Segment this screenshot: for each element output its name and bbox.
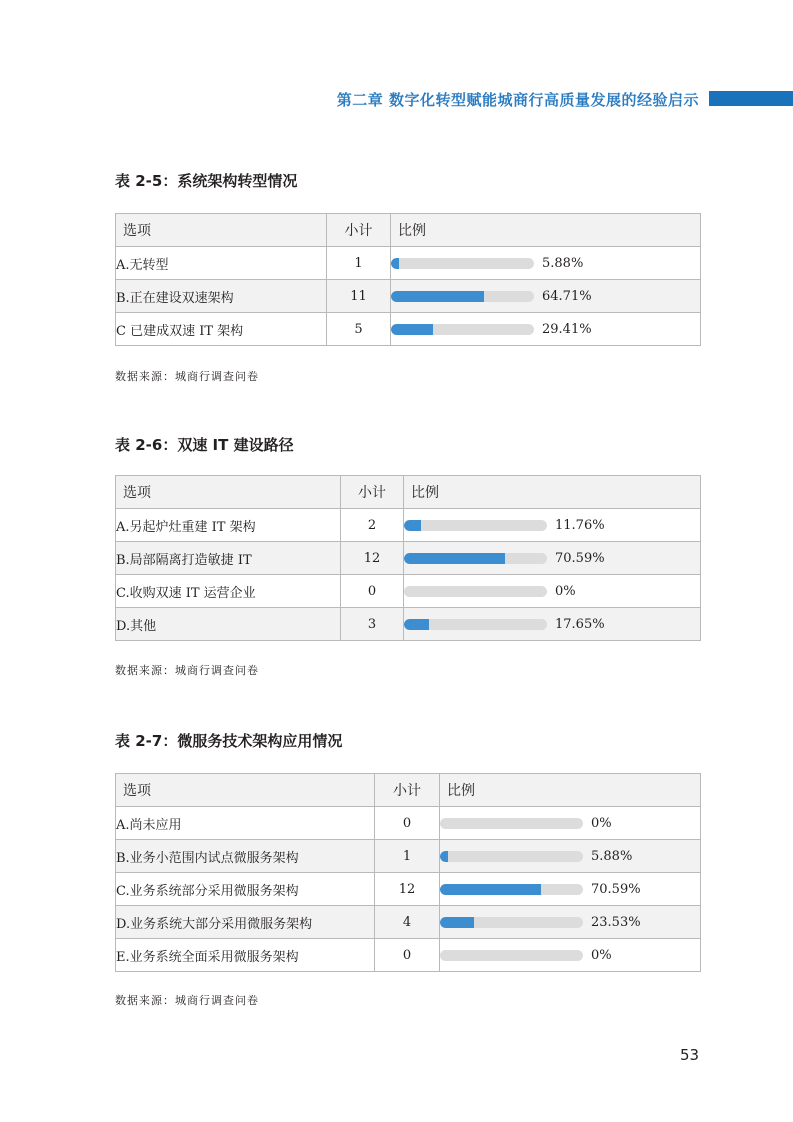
option-cell: C.业务系统部分采用微服务架构 bbox=[116, 873, 375, 906]
table-row bbox=[116, 807, 701, 840]
progress-bar-fill bbox=[440, 884, 541, 895]
column-header-option: 选项 bbox=[116, 476, 341, 509]
survey-table bbox=[115, 773, 701, 972]
table-title: 表 2-6：双速 IT 建设路径 bbox=[115, 436, 294, 454]
chapter-header-title: 第二章 数字化转型赋能城商行高质量发展的经验启示 bbox=[336, 91, 699, 109]
table-header-row bbox=[116, 214, 701, 247]
count-cell: 2 bbox=[341, 509, 404, 542]
percentage-label: 29.41% bbox=[542, 321, 592, 337]
percentage-label: 0% bbox=[591, 815, 612, 831]
ratio-cell bbox=[440, 939, 701, 972]
ratio-cell bbox=[404, 509, 701, 542]
progress-bar-track bbox=[391, 324, 534, 335]
survey-table bbox=[115, 213, 701, 346]
column-header-count: 小计 bbox=[375, 774, 440, 807]
option-cell: D.其他 bbox=[116, 608, 341, 641]
ratio-cell bbox=[391, 313, 701, 346]
option-cell: C 已建成双速 IT 架构 bbox=[116, 313, 327, 346]
progress-bar-track bbox=[404, 553, 547, 564]
table-row bbox=[116, 313, 701, 346]
percentage-label: 17.65% bbox=[555, 616, 605, 632]
progress-bar-track bbox=[440, 917, 583, 928]
progress-bar-fill bbox=[391, 291, 484, 302]
column-header-ratio: 比例 bbox=[404, 476, 701, 509]
count-cell: 11 bbox=[327, 280, 391, 313]
progress-bar-fill bbox=[404, 619, 429, 630]
option-cell: B.业务小范围内试点微服务架构 bbox=[116, 840, 375, 873]
table-title: 表 2-5：系统架构转型情况 bbox=[115, 172, 298, 190]
progress-bar-track bbox=[440, 818, 583, 829]
table-row bbox=[116, 280, 701, 313]
option-cell: A.另起炉灶重建 IT 架构 bbox=[116, 509, 341, 542]
option-cell: A.无转型 bbox=[116, 247, 327, 280]
percentage-label: 70.59% bbox=[555, 550, 605, 566]
percentage-label: 0% bbox=[555, 583, 576, 599]
table-row bbox=[116, 247, 701, 280]
table-row bbox=[116, 509, 701, 542]
count-cell: 0 bbox=[375, 807, 440, 840]
data-source-note: 数据来源：城商行调查问卷 bbox=[115, 370, 259, 383]
table-header-row bbox=[116, 476, 701, 509]
count-cell: 12 bbox=[341, 542, 404, 575]
ratio-cell bbox=[440, 807, 701, 840]
progress-bar-fill bbox=[404, 553, 505, 564]
progress-bar-fill bbox=[440, 917, 474, 928]
progress-bar-track bbox=[404, 586, 547, 597]
column-header-count: 小计 bbox=[327, 214, 391, 247]
ratio-cell bbox=[391, 247, 701, 280]
progress-bar-fill bbox=[391, 258, 399, 269]
table-title: 表 2-7：微服务技术架构应用情况 bbox=[115, 732, 343, 750]
count-cell: 1 bbox=[327, 247, 391, 280]
count-cell: 5 bbox=[327, 313, 391, 346]
option-cell: C.收购双速 IT 运营企业 bbox=[116, 575, 341, 608]
percentage-label: 64.71% bbox=[542, 288, 592, 304]
ratio-cell bbox=[440, 840, 701, 873]
survey-table bbox=[115, 475, 701, 641]
option-cell: B.正在建设双速架构 bbox=[116, 280, 327, 313]
ratio-cell bbox=[440, 906, 701, 939]
count-cell: 12 bbox=[375, 873, 440, 906]
progress-bar-fill bbox=[440, 851, 448, 862]
progress-bar-track bbox=[404, 619, 547, 630]
column-header-ratio: 比例 bbox=[391, 214, 701, 247]
chapter-accent-bar bbox=[709, 91, 793, 106]
table-row bbox=[116, 608, 701, 641]
table-row bbox=[116, 939, 701, 972]
count-cell: 4 bbox=[375, 906, 440, 939]
table-header-row bbox=[116, 774, 701, 807]
ratio-cell bbox=[404, 608, 701, 641]
option-cell: D.业务系统大部分采用微服务架构 bbox=[116, 906, 375, 939]
progress-bar-track bbox=[391, 291, 534, 302]
ratio-cell bbox=[391, 280, 701, 313]
data-source-note: 数据来源：城商行调查问卷 bbox=[115, 664, 259, 677]
count-cell: 3 bbox=[341, 608, 404, 641]
ratio-cell bbox=[440, 873, 701, 906]
page-number: 53 bbox=[680, 1046, 700, 1064]
ratio-cell bbox=[404, 542, 701, 575]
option-cell: A.尚未应用 bbox=[116, 807, 375, 840]
percentage-label: 5.88% bbox=[591, 848, 633, 864]
percentage-label: 23.53% bbox=[591, 914, 641, 930]
column-header-count: 小计 bbox=[341, 476, 404, 509]
table-row bbox=[116, 906, 701, 939]
count-cell: 0 bbox=[375, 939, 440, 972]
percentage-label: 5.88% bbox=[542, 255, 584, 271]
data-source-note: 数据来源：城商行调查问卷 bbox=[115, 994, 259, 1007]
column-header-option: 选项 bbox=[116, 214, 327, 247]
percentage-label: 70.59% bbox=[591, 881, 641, 897]
count-cell: 0 bbox=[341, 575, 404, 608]
progress-bar-fill bbox=[391, 324, 433, 335]
percentage-label: 0% bbox=[591, 947, 612, 963]
table-row bbox=[116, 873, 701, 906]
progress-bar-track bbox=[440, 950, 583, 961]
count-cell: 1 bbox=[375, 840, 440, 873]
percentage-label: 11.76% bbox=[555, 517, 605, 533]
option-cell: B.局部隔离打造敏捷 IT bbox=[116, 542, 341, 575]
ratio-cell bbox=[404, 575, 701, 608]
progress-bar-track bbox=[440, 851, 583, 862]
progress-bar-fill bbox=[404, 520, 421, 531]
option-cell: E.业务系统全面采用微服务架构 bbox=[116, 939, 375, 972]
progress-bar-track bbox=[440, 884, 583, 895]
column-header-ratio: 比例 bbox=[440, 774, 701, 807]
column-header-option: 选项 bbox=[116, 774, 375, 807]
table-row bbox=[116, 575, 701, 608]
table-row bbox=[116, 840, 701, 873]
progress-bar-track bbox=[391, 258, 534, 269]
progress-bar-track bbox=[404, 520, 547, 531]
table-row bbox=[116, 542, 701, 575]
